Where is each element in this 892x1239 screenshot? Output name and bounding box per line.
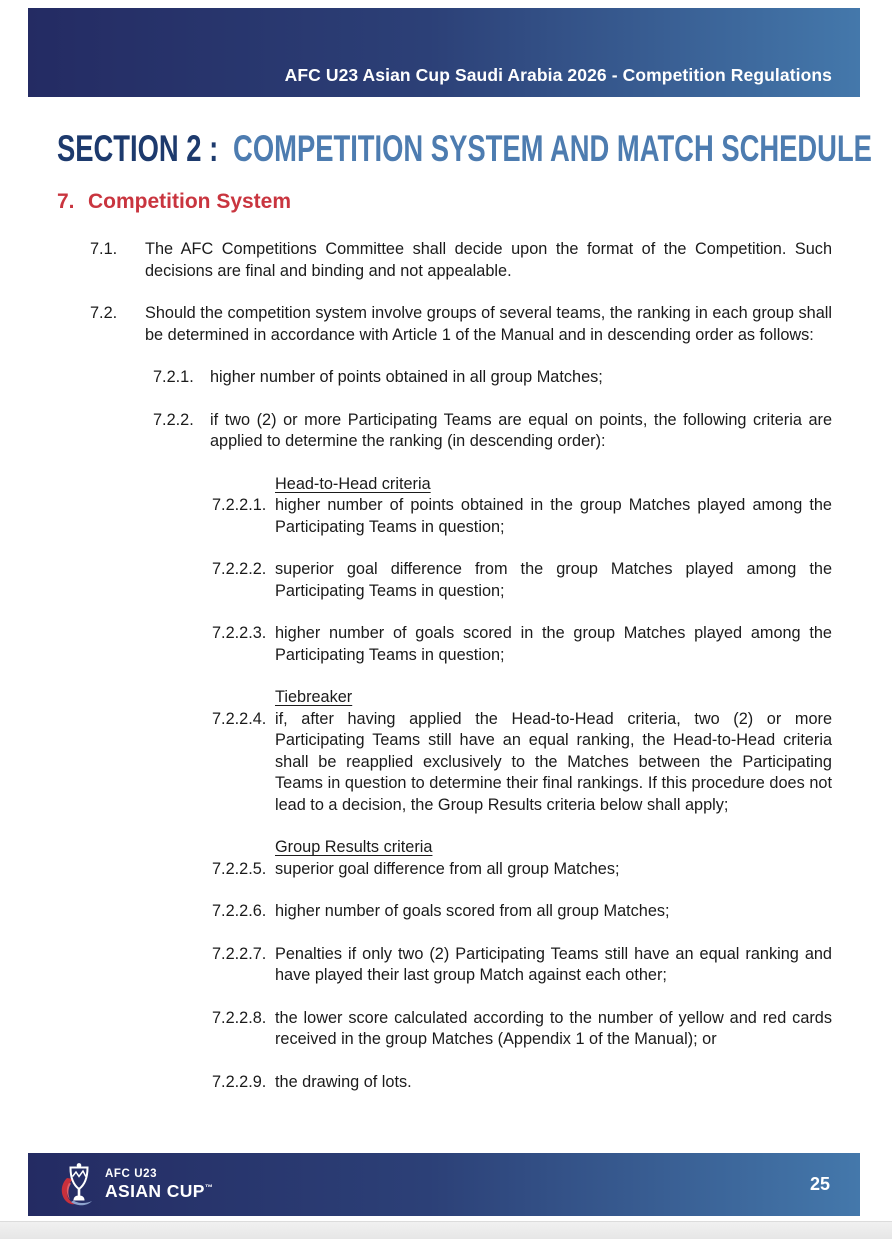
clause-list — [0, 218, 892, 1093]
clause-7-2-2-6 — [0, 901, 892, 923]
clause-number: 7.2.2.5. — [212, 859, 267, 878]
clause-7-1 — [0, 239, 892, 282]
clause-7-2-2-7 — [0, 944, 892, 987]
header-bar — [28, 8, 860, 97]
logo-line1: AFC U23 — [105, 1167, 158, 1180]
clause-text: higher number of points obtained in all group Matches; — [210, 368, 603, 386]
article-title: Competition System — [88, 190, 292, 213]
criteria-heading: Group Results criteria — [275, 838, 433, 856]
clause-number: 7.2.2.2. — [212, 560, 267, 578]
clause-text: the lower score calculated according to the number of yellow and red cards received in the group Matches (Appendix 1 of the Manual); or — [275, 1008, 832, 1048]
clause-7-2-1 — [0, 367, 892, 389]
clause-7-2-2-5 — [0, 837, 892, 880]
clause-text: The AFC Competitions Committee shall decide upon the format of the Competition. Such decisions are final and binding and not appealable. — [145, 240, 832, 280]
clause-7-2-2-8 — [0, 1008, 892, 1051]
clause-text: superior goal difference from all group Matches; — [275, 859, 620, 878]
page-number: 25 — [809, 1174, 830, 1194]
afc-u23-asian-cup-logo — [28, 1162, 213, 1208]
clause-7-2-2-3 — [0, 623, 892, 666]
trophy-icon — [58, 1162, 98, 1208]
clause-text: if two (2) or more Participating Teams are equal on points, the following criteria are applied to determine the ranking (in descending order): — [210, 410, 832, 450]
clause-number: 7.2.2.9. — [212, 1072, 267, 1091]
clause-text: Should the competition system involve groups of several teams, the ranking in each group shall be determined in accordance with Article 1 of the Manual and in descending order as follows: — [145, 304, 832, 344]
clause-text: higher number of goals scored in the group Matches played among the Participating Teams in question; — [275, 624, 832, 664]
clause-number: 7.2.2.8. — [212, 1008, 267, 1027]
clause-number: 7.2.1. — [153, 368, 194, 386]
page-bottom-edge — [0, 1221, 892, 1239]
clause-7-2-2-1 — [0, 474, 892, 539]
clause-number: 7.2. — [90, 304, 118, 322]
clause-number: 7.2.2.7. — [212, 944, 267, 963]
clause-7-2 — [0, 303, 892, 346]
clause-text: superior goal difference from the group Matches played among the Participating Teams in question; — [275, 560, 832, 600]
clause-number: 7.2.2.6. — [212, 902, 267, 920]
trademark-symbol: ™ — [204, 1183, 214, 1193]
clause-text: higher number of points obtained in the group Matches played among the Participating Teams in question; — [275, 496, 832, 536]
clause-number: 7.2.2.3. — [212, 624, 267, 642]
clause-text: if, after having applied the Head-to-Head criteria, two (2) or more Participating Teams still have an equal ranking, the Head-to-Head criteria shall be reapplied exclusively to the Matches between the Participating Teams in question to determine their final rankings. If this procedure does not lead to a decision, the Group Results criteria below shall apply; — [275, 709, 832, 814]
header-title: AFC U23 Asian Cup Saudi Arabia 2026 - Competition Regulations — [284, 65, 832, 85]
clause-7-2-2-9 — [0, 1072, 892, 1094]
section-title-name: COMPETITION SYSTEM AND MATCH SCHEDULE — [233, 128, 872, 169]
clause-number: 7.1. — [90, 240, 118, 258]
clause-number: 7.2.2.4. — [212, 709, 267, 728]
section-title — [57, 129, 872, 169]
clause-number: 7.2.2.1. — [212, 496, 267, 514]
logo-line2: ASIAN CUP™ — [105, 1181, 214, 1201]
clause-7-2-2-4 — [0, 687, 892, 816]
criteria-heading: Head-to-Head criteria — [275, 474, 431, 493]
clause-number: 7.2.2. — [153, 410, 194, 429]
logo-text — [105, 1169, 213, 1201]
article-heading — [57, 190, 291, 214]
section-title-number: SECTION 2 : — [57, 128, 219, 169]
criteria-heading: Tiebreaker — [275, 688, 353, 706]
clause-text: Penalties if only two (2) Participating Teams still have an equal ranking and have played their last group Match against each other; — [275, 944, 832, 984]
footer-bar — [28, 1153, 860, 1216]
clause-7-2-2 — [0, 410, 892, 453]
clause-text: the drawing of lots. — [275, 1072, 412, 1091]
clause-7-2-2-2 — [0, 559, 892, 602]
clause-text: higher number of goals scored from all group Matches; — [275, 902, 670, 920]
article-number: 7. — [57, 190, 75, 213]
